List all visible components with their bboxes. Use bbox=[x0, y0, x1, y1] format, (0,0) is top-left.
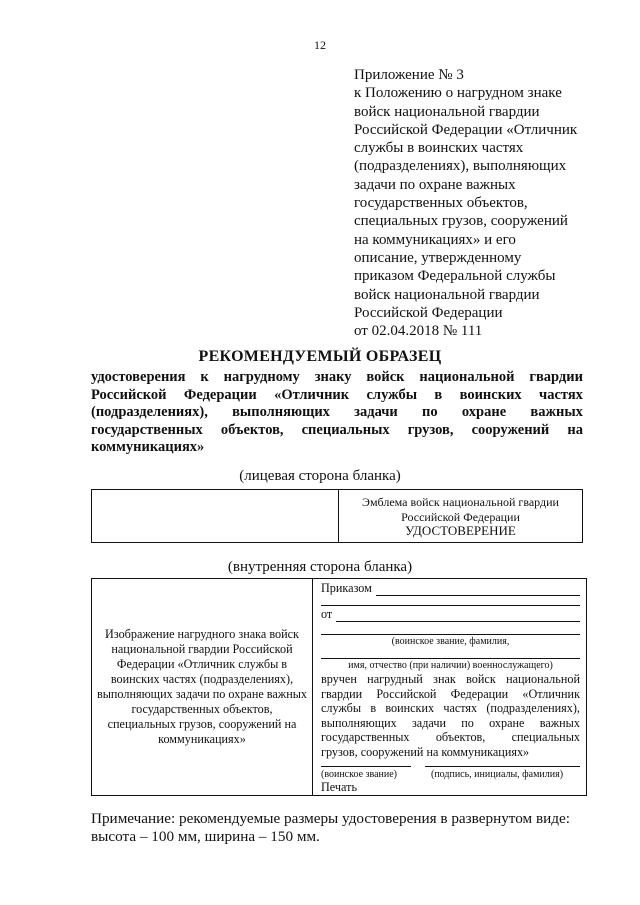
awarded-line bbox=[321, 672, 580, 687]
front-right-panel bbox=[339, 490, 582, 542]
word: на bbox=[567, 421, 583, 438]
appendix-line: Российской Федерации «Отличник bbox=[354, 121, 578, 138]
word: государственных bbox=[91, 421, 203, 438]
subtitle-line bbox=[91, 369, 583, 387]
inner-right-panel bbox=[313, 579, 586, 795]
word: национальной bbox=[506, 672, 580, 686]
word: объектов, bbox=[435, 730, 486, 745]
word: Российской bbox=[376, 686, 437, 701]
note-line: высота – 100 мм, ширина – 150 мм. bbox=[91, 827, 320, 845]
word: охране bbox=[461, 404, 507, 420]
word: воинских bbox=[459, 386, 522, 403]
word: в bbox=[434, 386, 443, 403]
patronymic-hint: имя, отчество (при наличии) военнослужащего) bbox=[348, 660, 553, 671]
appendix-line: приказом Федеральной службы bbox=[354, 268, 556, 285]
inner-side-caption: (внутренняя сторона бланка) bbox=[227, 559, 413, 575]
word: национальной bbox=[419, 369, 515, 385]
note bbox=[91, 810, 591, 845]
from-row bbox=[321, 607, 580, 622]
stamp-label: Печать bbox=[321, 780, 358, 794]
rank-signature-label: (воинское звание) bbox=[321, 769, 397, 780]
appendix-line: войск национальной гвардии bbox=[354, 103, 540, 120]
word: «Отличник bbox=[274, 386, 350, 403]
word: специальных bbox=[301, 421, 390, 438]
word: частях bbox=[539, 386, 583, 403]
signature-field[interactable] bbox=[425, 766, 580, 767]
word: гвардии bbox=[321, 686, 363, 701]
word: удостоверения bbox=[91, 369, 186, 385]
front-side-caption: (лицевая сторона бланка) bbox=[239, 468, 401, 484]
appendix-header bbox=[354, 66, 594, 340]
word: частях bbox=[443, 701, 478, 716]
blank-line[interactable] bbox=[321, 605, 580, 606]
appendix-line: задачи по охране важных bbox=[354, 176, 516, 193]
subtitle-line bbox=[91, 404, 583, 422]
word: нагрудный bbox=[367, 672, 423, 686]
word: вручен bbox=[321, 672, 357, 686]
appendix-line: войск национальной гвардии bbox=[354, 286, 540, 303]
rank-signature-field[interactable] bbox=[321, 766, 411, 767]
certificate-heading: УДОСТОВЕРЕНИЕ bbox=[405, 523, 516, 538]
subtitle-line bbox=[91, 387, 583, 405]
word: нагрудному bbox=[223, 369, 300, 385]
word: охране bbox=[489, 715, 525, 730]
awarded-line bbox=[321, 701, 580, 716]
awarded-line bbox=[321, 716, 580, 731]
word: Российской bbox=[91, 386, 167, 403]
awarded-line bbox=[321, 687, 580, 702]
document-subtitle bbox=[91, 369, 583, 457]
word: службы bbox=[366, 386, 418, 403]
awarded-line bbox=[321, 730, 580, 745]
order-row bbox=[321, 581, 580, 596]
word: к bbox=[200, 369, 209, 385]
word: воинских bbox=[385, 701, 435, 716]
word: объектов, bbox=[220, 421, 284, 438]
word: задачи bbox=[354, 404, 398, 420]
word: Федерации bbox=[450, 686, 509, 701]
order-label: Приказом bbox=[321, 581, 372, 595]
rank-name-field[interactable] bbox=[321, 634, 580, 635]
awarded-text bbox=[321, 672, 580, 760]
emblem-label: Эмблема войск национальной гвардии bbox=[362, 495, 559, 509]
rank-name-hint: (воинское звание, фамилия, bbox=[391, 636, 510, 647]
word: задачи bbox=[411, 715, 446, 730]
front-left-panel bbox=[92, 490, 339, 542]
appendix-line: службы в воинских частях bbox=[354, 140, 524, 157]
appendix-line: на коммуникациях» и его bbox=[354, 231, 516, 248]
appendix-line: от 02.04.2018 № 111 bbox=[354, 323, 483, 340]
word: государственных bbox=[321, 730, 410, 745]
word: в bbox=[370, 701, 377, 716]
page-number: 12 bbox=[314, 38, 326, 52]
appendix-line: государственных объектов, bbox=[354, 195, 528, 212]
word: войск bbox=[366, 369, 405, 385]
word: грузов, bbox=[407, 421, 454, 438]
subtitle-line: коммуникациях» bbox=[91, 439, 205, 455]
front-side-form bbox=[91, 489, 583, 543]
word: сооружений bbox=[471, 421, 550, 438]
word: гвардии bbox=[529, 369, 583, 385]
appendix-line: к Положению о нагрудном знаке bbox=[354, 85, 562, 102]
inner-side-form bbox=[91, 578, 587, 796]
order-field[interactable] bbox=[376, 583, 580, 596]
awarded-line: грузов, сооружений на коммуникациях» bbox=[321, 744, 530, 759]
word: важных bbox=[530, 404, 583, 420]
patronymic-field[interactable] bbox=[321, 658, 580, 659]
signature-label: (подпись, инициалы, фамилия) bbox=[431, 769, 564, 780]
word: специальных bbox=[511, 730, 580, 745]
word: выполняющих bbox=[321, 715, 397, 730]
word: (подразделениях), bbox=[486, 701, 580, 716]
word: (подразделениях), bbox=[91, 404, 208, 420]
appendix-line: описание, утвержденному bbox=[354, 249, 522, 266]
badge-image-placeholder: Изображение нагрудного знака войск национальной гвардии Российской Федерации «Отличник службы в воинских частях (подразделениях), выполняющих задачи по охране важных государственных объектов, специальных грузов, сооружений на коммуникациях» bbox=[92, 579, 313, 795]
word: важных bbox=[539, 715, 580, 730]
appendix-line: специальных грузов, сооружений bbox=[354, 213, 568, 230]
appendix-line: (подразделениях), выполняющих bbox=[354, 158, 567, 175]
subtitle-line bbox=[91, 422, 583, 440]
word: по bbox=[422, 404, 438, 420]
appendix-line: Российской Федерации bbox=[354, 304, 503, 321]
word: Федерации bbox=[183, 386, 257, 403]
word: знак bbox=[433, 672, 456, 686]
date-field[interactable] bbox=[336, 609, 580, 622]
appendix-line: Приложение № 3 bbox=[354, 67, 464, 83]
word: знаку bbox=[314, 369, 352, 385]
note-line: Примечание: рекомендуемые размеры удостоверения в развернутом виде: bbox=[91, 810, 570, 827]
word: по bbox=[461, 715, 474, 730]
emblem-label-2: Российской Федерации bbox=[401, 509, 520, 524]
document-title: РЕКОМЕНДУЕМЫЙ ОБРАЗЕЦ bbox=[198, 348, 442, 365]
word: службы bbox=[321, 701, 362, 716]
word: войск bbox=[466, 672, 496, 686]
word: выполняющих bbox=[232, 404, 330, 420]
from-label: от bbox=[321, 607, 333, 621]
word: «Отличник bbox=[522, 686, 580, 701]
